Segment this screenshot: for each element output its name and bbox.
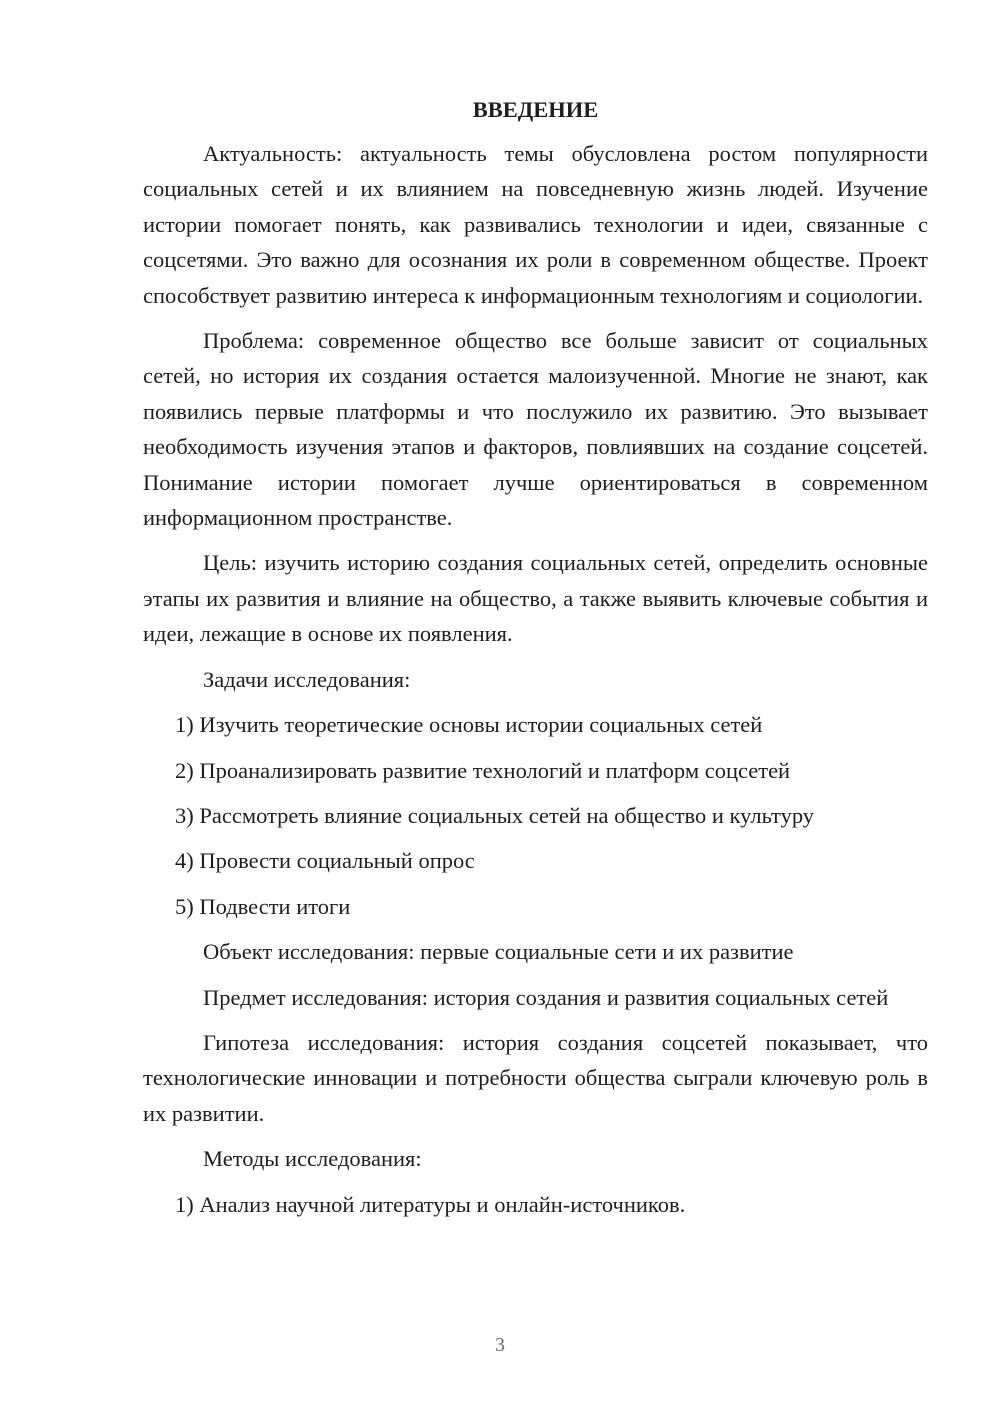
relevance-paragraph: Актуальность: актуальность темы обусловлена ростом популярности социальных сетей и их влиянием на повседневную жизнь людей. Изучение истории помогает понять, как развивались технологии и идеи, связанные с соцсетями. Это важно для осознания их роли в современном обществе. Проект способствует развитию интереса к информационным технологиям и социологии. [143, 141, 928, 308]
subject-paragraph: Предмет исследования: история создания и развития социальных сетей [203, 984, 889, 1010]
document-page [143, 90, 928, 1232]
task-item: 3) Рассмотреть влияние социальных сетей на общество и культуру [175, 802, 815, 828]
object-paragraph: Объект исследования: первые социальные сети и их развитие [203, 939, 794, 965]
hypothesis-paragraph: Гипотеза исследования: история создания соцсетей показывает, что технологические инновации и потребности общества сыграли ключевую роль в их развитии. [143, 1029, 928, 1126]
page-number: 3 [495, 1334, 505, 1356]
section-heading: ВВЕДЕНИЕ [472, 97, 599, 122]
task-item: 5) Подвести итоги [175, 893, 351, 919]
method-item: 1) Анализ научной литературы и онлайн-источников. [175, 1191, 686, 1217]
task-item: 1) Изучить теоретические основы истории социальных сетей [175, 712, 763, 738]
tasks-label: Задачи исследования: [203, 666, 411, 692]
problem-paragraph: Проблема: современное общество все больше зависит от социальных сетей, но история их создания остается малоизученной. Многие не знают, как появились первые платформы и что послужило их развитию. Это вызывает необходимость изучения этапов и факторов, повлиявших на создание соцсетей. Понимание истории помогает лучше ориентироваться в современном информационном пространстве. [143, 328, 928, 531]
task-item: 2) Проанализировать развитие технологий и платформ соцсетей [175, 757, 791, 783]
task-item: 4) Провести социальный опрос [175, 848, 475, 874]
methods-label: Методы исследования: [203, 1146, 422, 1172]
goal-paragraph: Цель: изучить историю создания социальных сетей, определить основные этапы их развития и влияние на общество, а также выявить ключевые события и идеи, лежащие в основе их появления. [143, 550, 928, 647]
